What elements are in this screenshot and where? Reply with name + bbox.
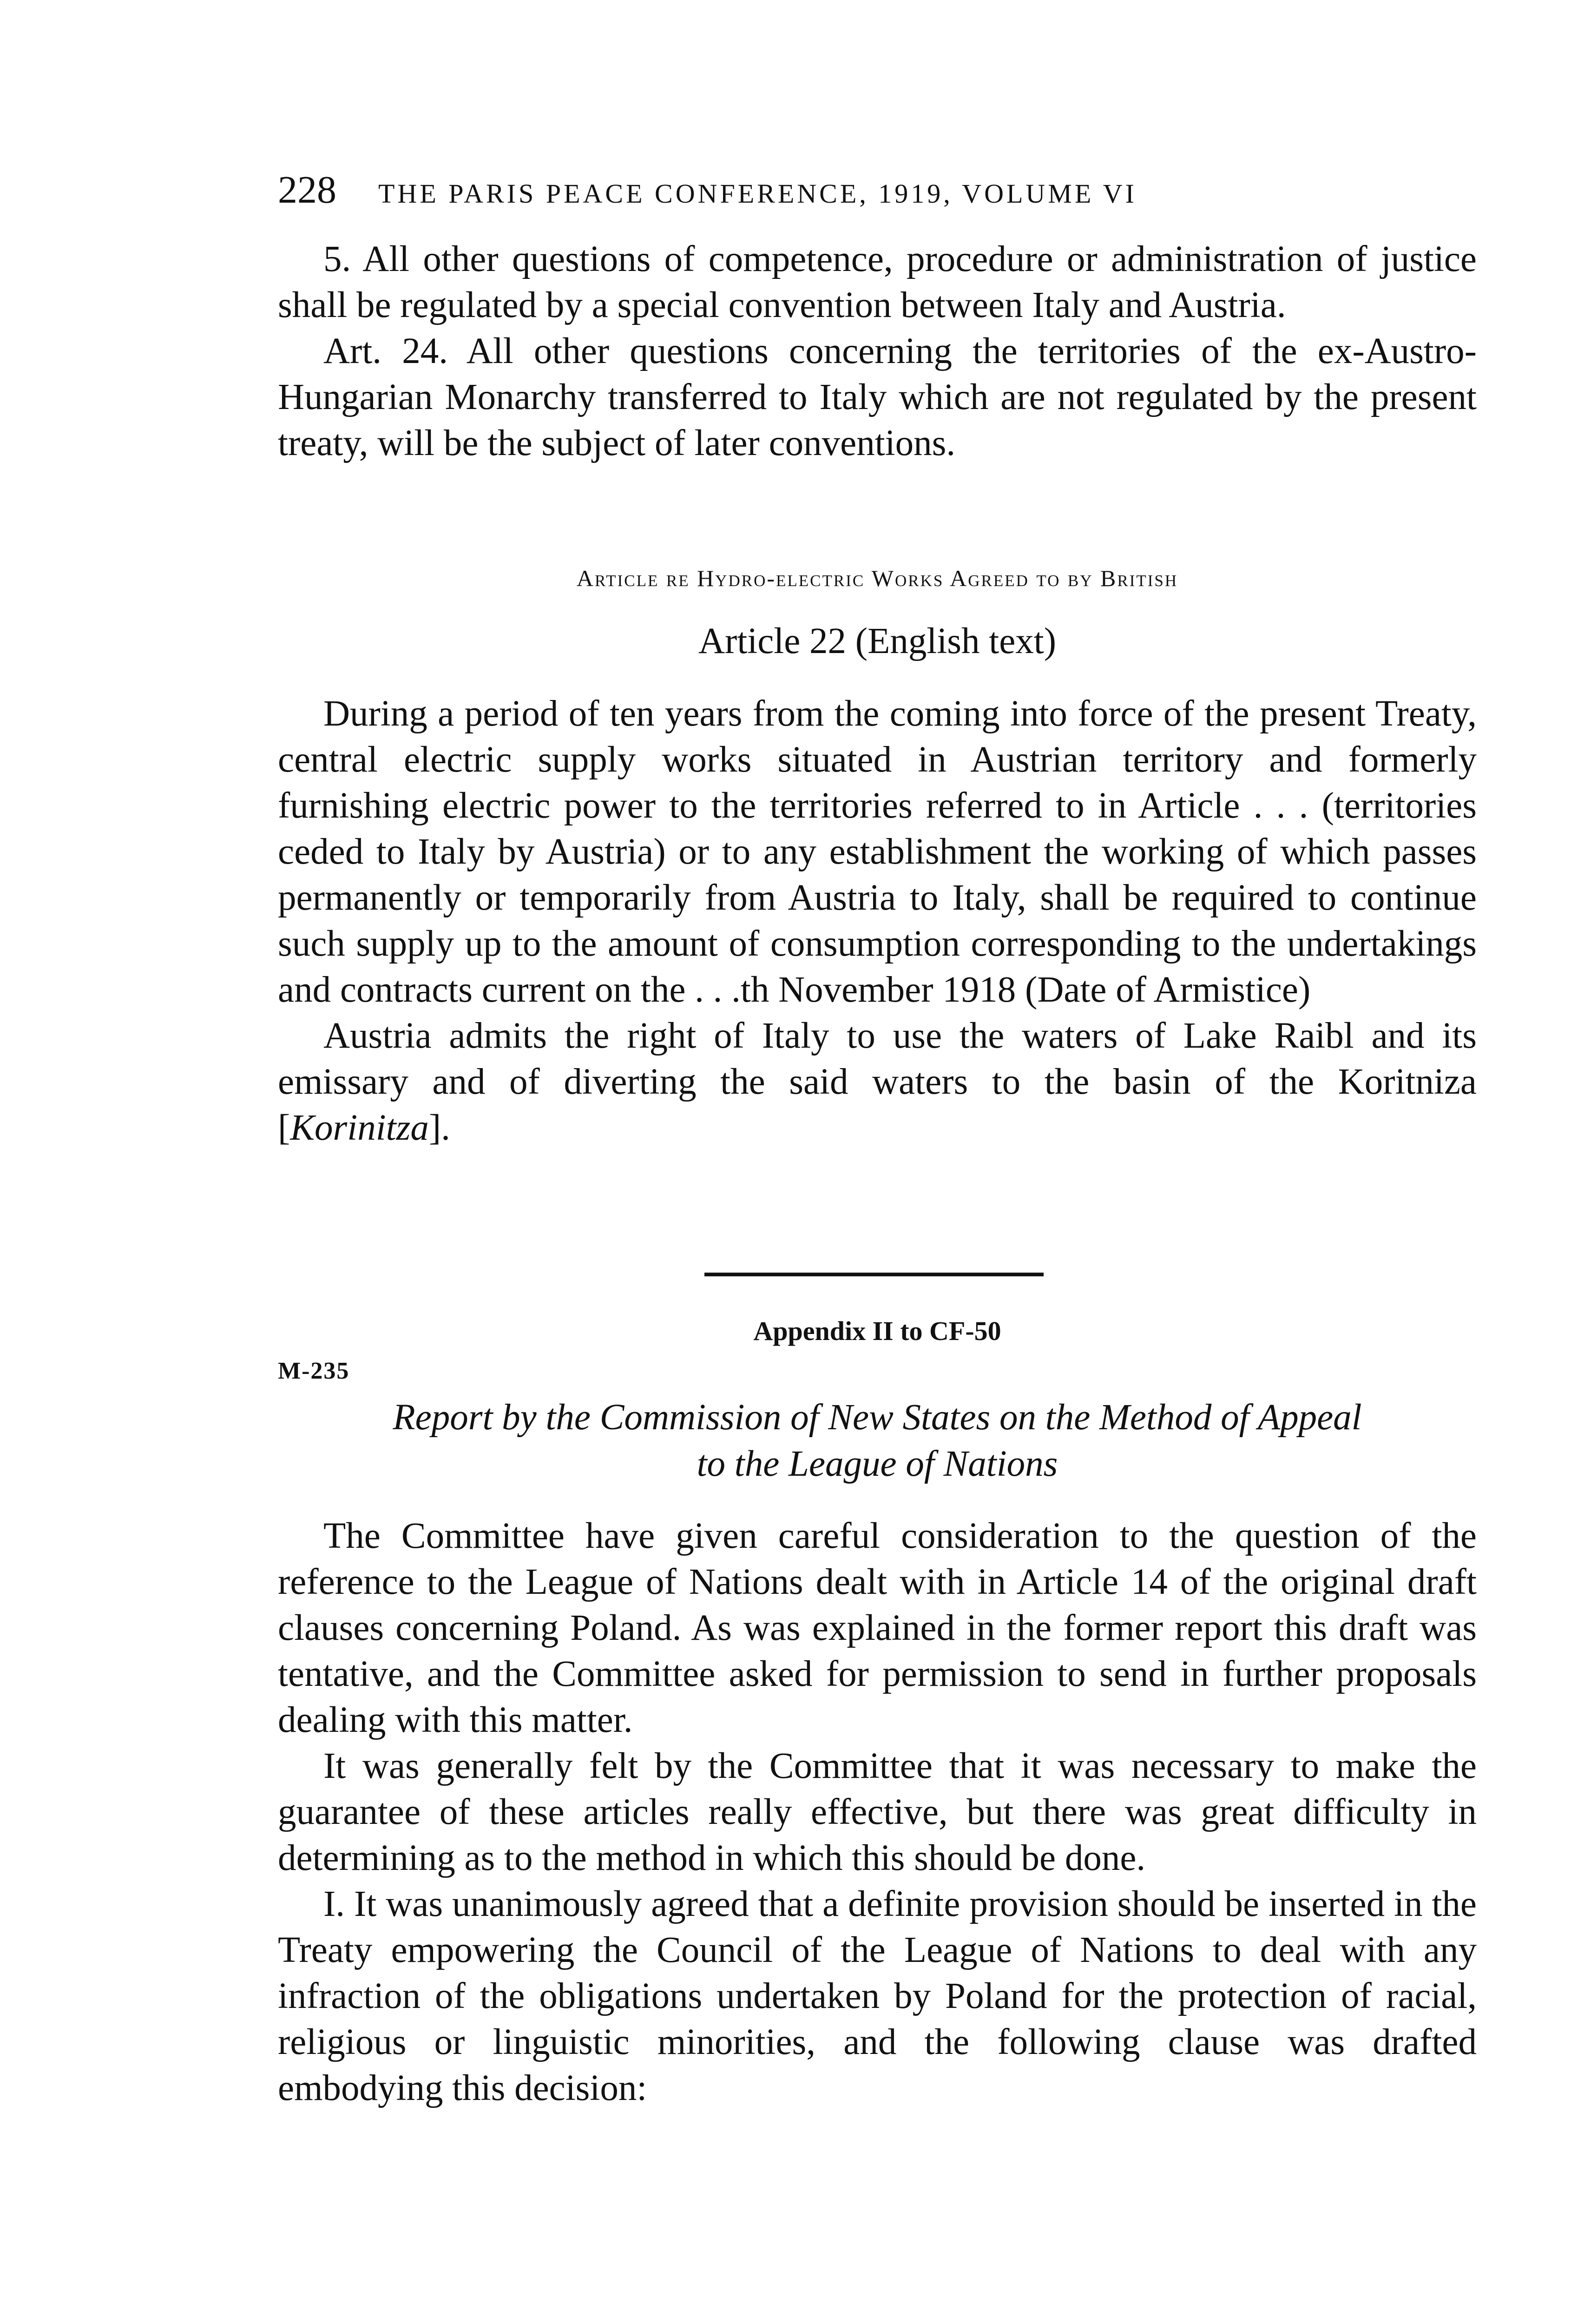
paragraph-art-24: Art. 24. All other questions concerning the territories of the ex-Austro-Hungarian Monarchy transferred to Italy which are not regulated by the present treaty, will be the subject of later conventions. — [278, 331, 1477, 463]
appendix-label: Appendix II to CF-50 — [753, 1316, 1001, 1346]
paragraph-definite-provision: I. It was unanimously agreed that a definite provision should be inserted in the Treaty empowering the Council of the League of Nations to deal with any infraction of the obligations undertaken by Poland for the protection of racial, religious or linguistic minorities, and the following clause was drafted embodying this decision: — [278, 1884, 1477, 2108]
article-22-title: Article 22 (English text) — [698, 621, 1057, 661]
lake-raibl-end: ]. — [428, 1108, 450, 1148]
article-22-body — [278, 691, 1477, 1151]
report-title-line-2: to the League of Nations — [697, 1444, 1058, 1484]
lake-raibl-text: Austria admits the right of Italy to use the waters of Lake Raibl and its emissary and of diverting the said waters to the basin of the Koritniza [ — [278, 1016, 1477, 1148]
document-code: M-235 — [278, 1358, 350, 1384]
paragraph-guarantee: It was generally felt by the Committee that it was necessary to make the guarantee of these articles really effective, but there was great difficulty in determining as to the method in which this should be done. — [278, 1746, 1477, 1878]
report-title-line-1: Report by the Commission of New States on the Method of Appeal — [393, 1397, 1362, 1438]
report-title — [278, 1394, 1477, 1487]
report-body — [278, 1513, 1477, 2111]
page-number: 228 — [278, 168, 336, 211]
paragraph-electric-supply: During a period of ten years from the coming into force of the present Treaty, central electric supply works situated in Austrian territory and formerly furnishing electric power to the territories referred to in Article . . . (territories ceded to Italy by Austria) or to any establishment the working of which passes permanently or temporarily from Austria to Italy, shall be required to continue such supply up to the amount of consumption corresponding to the undertakings and contracts current on the . . .th November 1918 (Date of Armistice) — [278, 693, 1477, 1010]
paragraph-careful-consideration: The Committee have given careful consideration to the question of the reference to the League of Nations dealt with in Article 14 of the original draft clauses concerning Poland. As was explained in the former report this draft was tentative, and the Committee asked for permission to send in further proposals dealing with this matter. — [278, 1516, 1477, 1740]
section-divider — [704, 1273, 1044, 1276]
treaty-articles-continued — [278, 236, 1477, 466]
section-heading-hydro-electric: Article re Hydro-electric Works Agreed to by British — [576, 565, 1178, 591]
paragraph-lake-raibl — [278, 1013, 1477, 1151]
paragraph-justice: 5. All other questions of competence, procedure or administration of justice shall be regulated by a special convention between Italy and Austria. — [278, 239, 1477, 325]
korinitza-italic: Korinitza — [290, 1108, 429, 1148]
page-header — [278, 167, 1477, 218]
running-head: THE PARIS PEACE CONFERENCE, 1919, VOLUME VI — [378, 178, 1137, 209]
